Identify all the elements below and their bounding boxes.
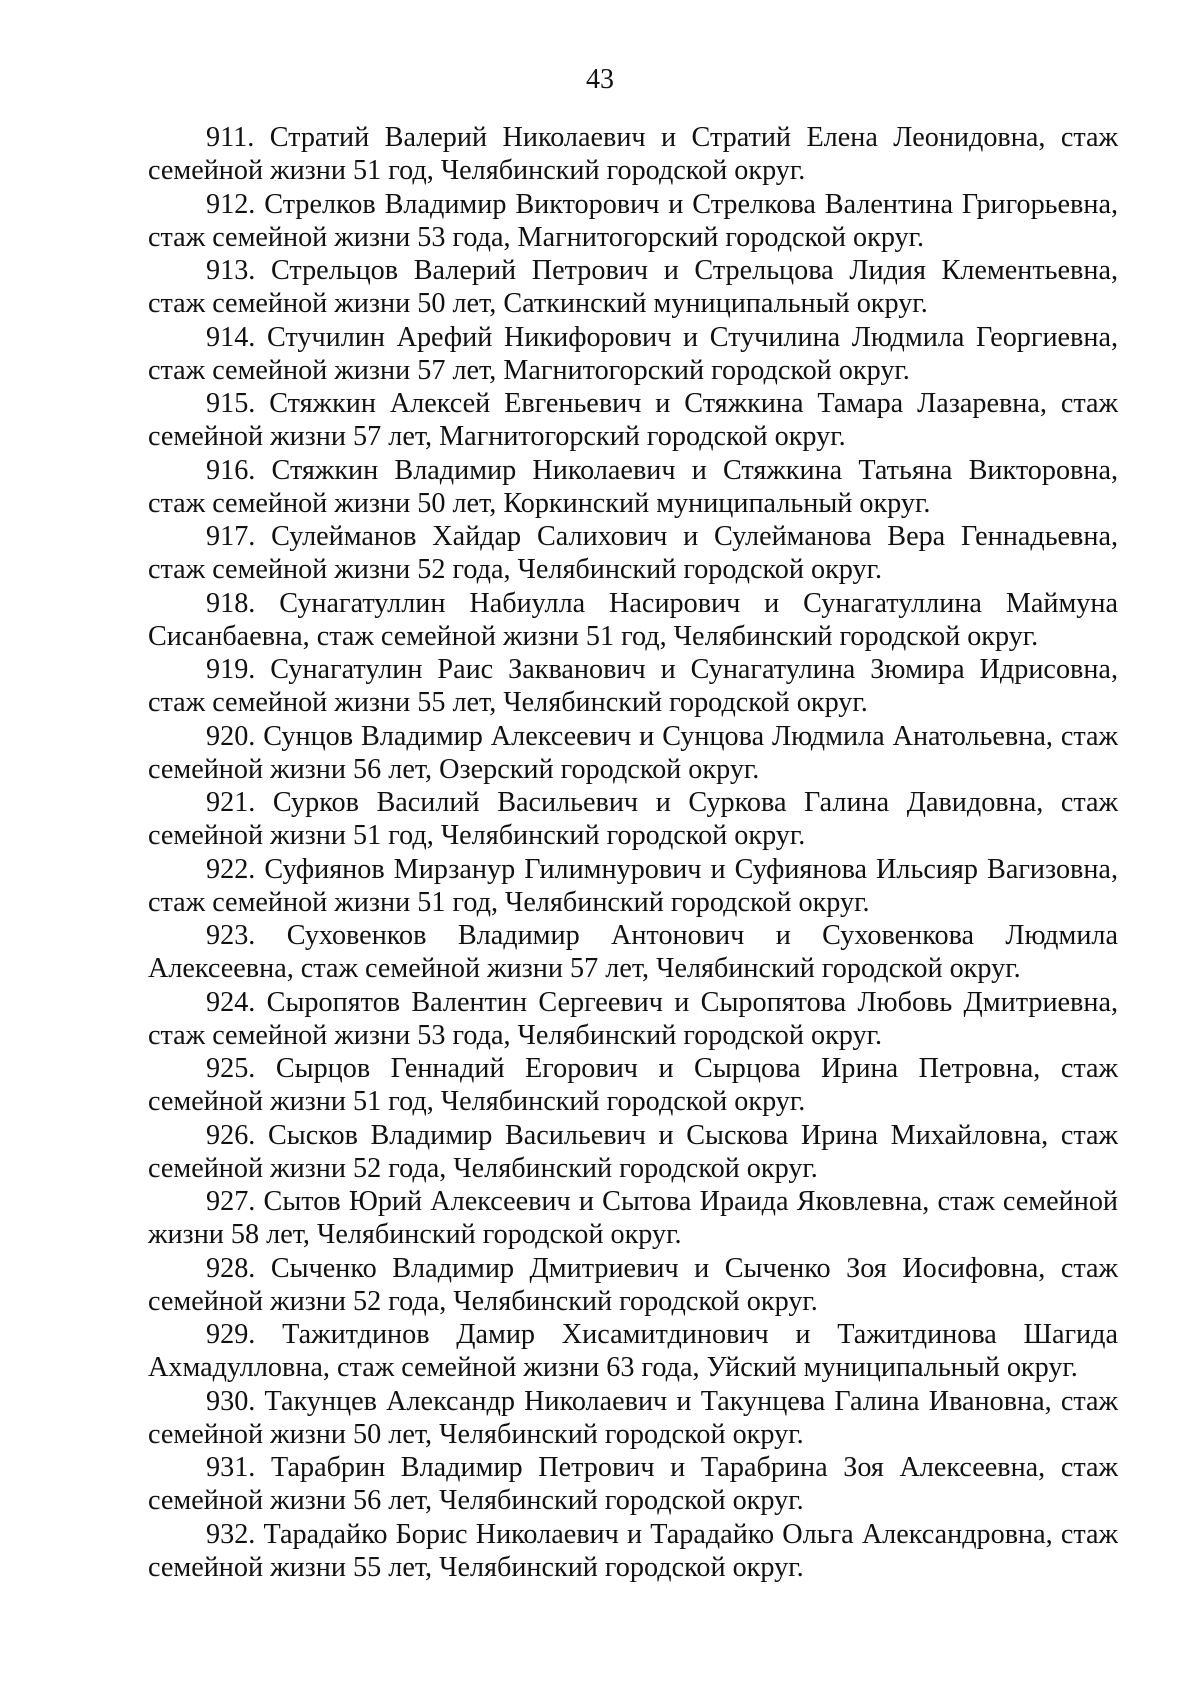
list-item bbox=[148, 1318, 1118, 1384]
entry-number: 913. bbox=[206, 255, 256, 286]
entry-list bbox=[148, 121, 1118, 1584]
entry-number: 922. bbox=[206, 853, 256, 885]
entry-number: 914. bbox=[206, 321, 256, 353]
list-item bbox=[148, 1385, 1118, 1451]
entry-text: Сурков Василий Васильевич и Суркова Галина Давидовна, стаж семейной жизни 51 год, Челябинский городской округ. bbox=[148, 787, 1118, 851]
list-item bbox=[148, 919, 1118, 985]
entry-number: 929. bbox=[206, 1319, 256, 1350]
list-item bbox=[148, 653, 1118, 719]
list-item bbox=[148, 1052, 1118, 1118]
entry-text: Тажитдинов Дамир Хисамитдинович и Тажитдинова Шагида Ахмадулловна, стаж семейной жизни 63 года, Уйский муниципальный округ. bbox=[148, 1319, 1118, 1383]
entry-text: Сысков Владимир Васильевич и Сыскова Ирина Михайловна, стаж семейной жизни 52 года, Челябинский городской округ. bbox=[148, 1119, 1119, 1184]
list-item bbox=[148, 1185, 1118, 1251]
entry-text: Суховенков Владимир Антонович и Суховенкова Людмила Алексеевна, стаж семейной жизни 57 лет, Челябинский городской округ. bbox=[148, 920, 1119, 984]
entry-number: 928. bbox=[206, 1252, 256, 1284]
list-item bbox=[148, 587, 1118, 653]
list-item bbox=[148, 1252, 1118, 1318]
entry-number: 920. bbox=[206, 720, 256, 752]
entry-number: 918. bbox=[206, 587, 256, 619]
entry-text: Стяжкин Алексей Евгеньевич и Стяжкина Тамара Лазаревна, стаж семейной жизни 57 лет, Магнитогорский городской округ. bbox=[148, 388, 1119, 452]
entry-text: Сыченко Владимир Дмитриевич и Сыченко Зоя Иосифовна, стаж семейной жизни 52 года, Челябинский городской округ. bbox=[148, 1252, 1118, 1317]
entry-text: Сунцов Владимир Алексеевич и Сунцова Людмила Анатольевна, стаж семейной жизни 56 лет, Озерский городской округ. bbox=[148, 720, 1119, 785]
entry-number: 925. bbox=[206, 1053, 256, 1084]
list-item bbox=[148, 520, 1118, 586]
entry-text: Суфиянов Мирзанур Гилимнурович и Суфиянова Ильсияр Вагизовна, стаж семейной жизни 51 год, Челябинский городской округ. bbox=[148, 853, 1118, 918]
entry-number: 921. bbox=[206, 787, 256, 818]
entry-text: Стратий Валерий Николаевич и Стратий Елена Леонидовна, стаж семейной жизни 51 год, Челябинский городской округ. bbox=[148, 122, 1118, 186]
entry-text: Стучилин Арефий Никифорович и Стучилина Людмила Георгиевна, стаж семейной жизни 57 лет, Магнитогорский городской округ. bbox=[148, 321, 1118, 386]
list-item bbox=[148, 720, 1118, 786]
entry-number: 930. bbox=[206, 1385, 256, 1417]
entry-number: 911. bbox=[206, 122, 255, 153]
list-item bbox=[148, 321, 1118, 387]
entry-text: Стяжкин Владимир Николаевич и Стяжкина Татьяна Викторовна, стаж семейной жизни 50 лет, Коркинский муниципальный округ. bbox=[148, 454, 1119, 519]
entry-number: 915. bbox=[206, 388, 256, 419]
entry-text: Сырцов Геннадий Егорович и Сырцова Ирина Петровна, стаж семейной жизни 51 год, Челябинский городской округ. bbox=[148, 1053, 1119, 1117]
entry-text: Стрелков Владимир Викторович и Стрелкова Валентина Григорьевна, стаж семейной жизни 53 года, Магнитогорский городской округ. bbox=[148, 188, 1118, 253]
entry-text: Тарадайко Борис Николаевич и Тарадайко Ольга Александровна, стаж семейной жизни 55 лет, Челябинский городской округ. bbox=[148, 1518, 1119, 1583]
entry-text: Сытов Юрий Алексеевич и Сытова Ираида Яковлевна, стаж семейной жизни 58 лет, Челябинский городской округ. bbox=[148, 1186, 1118, 1250]
list-item bbox=[148, 254, 1118, 320]
entry-number: 917. bbox=[206, 521, 256, 552]
entry-number: 919. bbox=[206, 654, 256, 685]
entry-number: 924. bbox=[206, 986, 256, 1018]
entry-text: Сунагатулин Раис Закванович и Сунагатулина Зюмира Идрисовна, стаж семейной жизни 55 лет, Челябинский городской округ. bbox=[148, 654, 1118, 718]
list-item bbox=[148, 853, 1118, 919]
entry-number: 916. bbox=[206, 454, 256, 486]
entry-number: 931. bbox=[206, 1452, 256, 1483]
list-item bbox=[148, 786, 1118, 852]
list-item bbox=[148, 986, 1118, 1052]
list-item bbox=[148, 1518, 1118, 1584]
entry-number: 926. bbox=[206, 1119, 256, 1151]
entry-text: Стрельцов Валерий Петрович и Стрельцова Лидия Клементьевна, стаж семейной жизни 50 лет, Саткинский муниципальный округ. bbox=[148, 255, 1119, 319]
list-item bbox=[148, 188, 1118, 254]
list-item bbox=[148, 387, 1118, 453]
list-item bbox=[148, 1119, 1118, 1185]
entry-text: Сыропятов Валентин Сергеевич и Сыропятова Любовь Дмитриевна, стаж семейной жизни 53 года, Челябинский городской округ. bbox=[148, 986, 1118, 1051]
entry-text: Тарабрин Владимир Петрович и Тарабрина Зоя Алексеевна, стаж семейной жизни 56 лет, Челябинский городской округ. bbox=[148, 1452, 1119, 1516]
list-item bbox=[148, 121, 1118, 187]
entry-text: Сунагатуллин Набиулла Насирович и Сунагатуллина Маймуна Сисанбаевна, стаж семейной жизни 51 год, Челябинский городской округ. bbox=[148, 587, 1118, 652]
list-item bbox=[148, 454, 1118, 520]
entry-number: 912. bbox=[206, 188, 256, 220]
entry-number: 932. bbox=[206, 1518, 256, 1550]
entry-text: Сулейманов Хайдар Салихович и Сулейманова Вера Геннадьевна, стаж семейной жизни 52 года, Челябинский городской округ. bbox=[148, 521, 1119, 585]
entry-number: 927. bbox=[206, 1186, 256, 1217]
list-item bbox=[148, 1451, 1118, 1517]
entry-number: 923. bbox=[206, 920, 256, 951]
page-number: 43 bbox=[586, 64, 614, 95]
entry-text: Такунцев Александр Николаевич и Такунцева Галина Ивановна, стаж семейной жизни 50 лет, Челябинский городской округ. bbox=[148, 1385, 1119, 1450]
